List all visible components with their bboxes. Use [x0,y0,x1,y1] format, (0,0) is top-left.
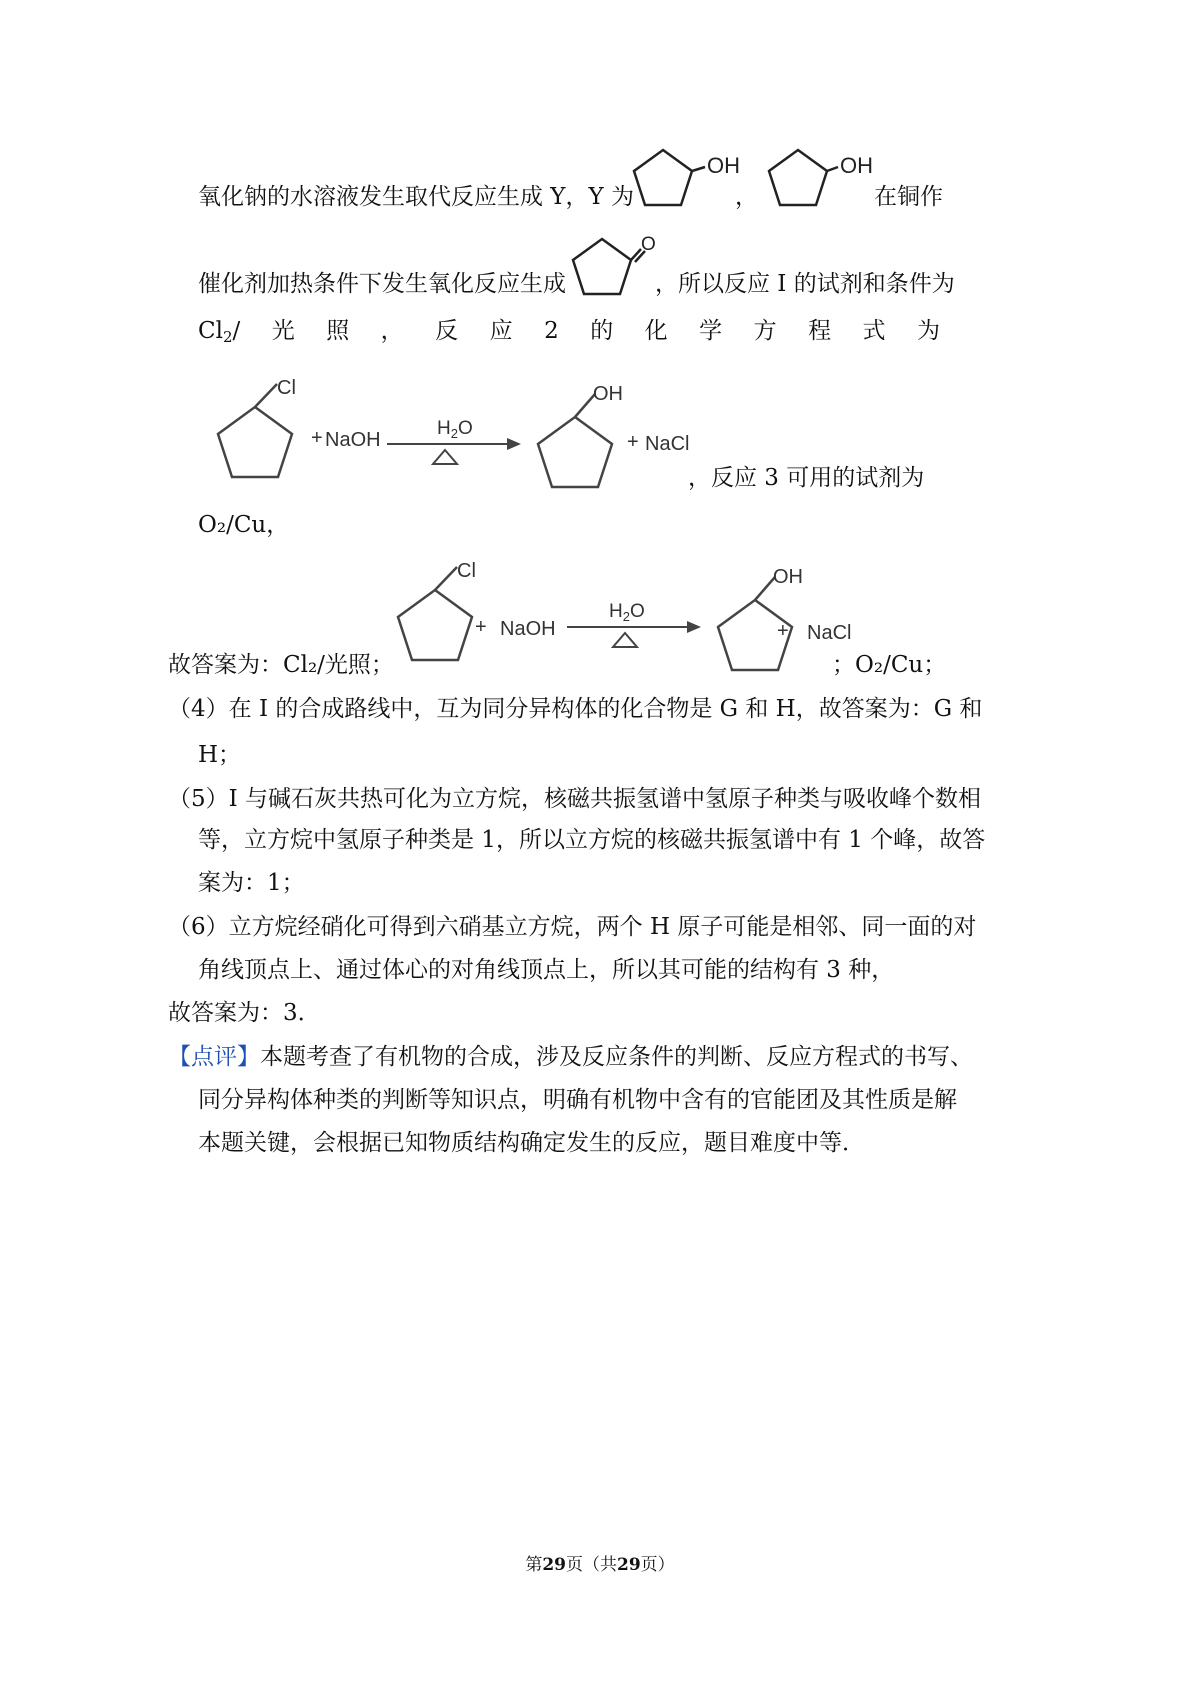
cl2-formula: $Cl_2/$ [198,318,241,346]
text-line-1-end: 在铜作 [874,184,943,210]
text-line-2-end: ，所以反应 I 的试剂和条件为 [655,271,955,297]
naoh-label: NaOH [500,618,556,640]
page-footer: 第29页（共29页） [525,1555,675,1575]
reaction-equation-2 [375,545,875,675]
cyclopentanone-structure [565,230,665,300]
q6-line-1: （6）立方烷经硝化可得到六硝基立方烷，两个 H 原子可能是相邻、同一面的对 [168,914,977,940]
reaction-equation-1 [195,362,695,492]
cl-label: Cl [457,560,476,582]
text-line-4: ，反应 3 可用的试剂为 [688,465,925,491]
water-label: $H_2O$ [609,601,645,624]
cyclopentanol-structure-2 [760,142,880,212]
comment-line-2: 同分异构体种类的判断等知识点，明确有机物中含有的官能团及其性质是解 [198,1087,957,1113]
plus-sign: + [627,431,639,453]
text-line-5: O₂/Cu， [198,512,290,538]
nacl-label: NaCl [807,622,852,644]
plus-sign: + [475,616,487,638]
nacl-label: NaCl [645,433,690,455]
comma: ， [735,184,758,210]
q4-line-1: （4）在 I 的合成路线中，互为同分异构体的化合物是 G 和 H，故答案为：G 和 [168,696,983,722]
q6-answer: 故答案为：3． [168,1000,321,1026]
answer-line-prefix: 故答案为：Cl₂/光照； [168,652,394,678]
text-line-1: 氧化钠的水溶液发生取代反应生成 Y，Y 为 [198,184,634,210]
naoh-label: NaOH [325,429,381,451]
oh-label: OH [707,153,740,178]
q5-line-1: （5）I 与碱石灰共热可化为立方烷，核磁共振氢谱中氢原子种类与吸收峰个数相 [168,786,982,812]
comment-line-3: 本题关键，会根据已知物质结构确定发生的反应，题目难度中等． [198,1130,865,1156]
cyclopentanol-structure-1 [625,142,745,212]
answer-line-suffix: ；O₂/Cu； [832,652,947,678]
total-pages: 29 [617,1555,641,1575]
q4-line-2: H； [198,742,242,768]
plus-sign: + [311,427,323,449]
text-line-2: 催化剂加热条件下发生氧化反应生成 [198,271,566,297]
cl-label: Cl [277,377,296,399]
comment-tag: 【点评】 [168,1044,260,1070]
q6-line-2: 角线顶点上、通过体心的对角线顶点上，所以其可能的结构有 3 种， [198,957,895,983]
oh-label: OH [773,566,803,588]
ketone-oxygen: O [641,234,656,255]
q5-line-3: 案为：1； [198,870,305,896]
q5-line-2: 等，立方烷中氢原子种类是 1，所以立方烷的核磁共振氢谱中有 1 个峰，故答 [198,827,986,853]
plus-sign: + [777,620,789,642]
comment-line-1: 【点评】本题考查了有机物的合成，涉及反应条件的判断、反应方程式的书写、 [168,1044,973,1070]
oh-label: OH [840,153,873,178]
page-number: 29 [542,1555,566,1575]
water-label: $H_2O$ [437,418,473,441]
oh-label: OH [593,383,623,405]
text-line-3: $Cl_2/$ 光 照 ， 反 应 2 的 化 学 方 程 式 为 [198,316,940,352]
